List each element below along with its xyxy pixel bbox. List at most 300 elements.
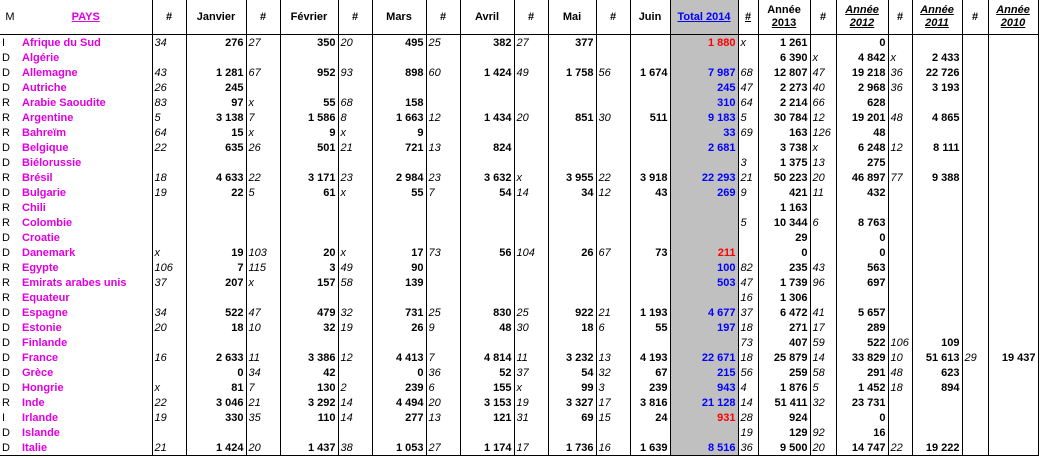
value-cell-2011: 109 <box>912 335 962 350</box>
table-row[interactable] <box>0 95 1038 110</box>
value-cell-janvier <box>186 200 246 215</box>
value-cell-2012: 48 <box>836 125 888 140</box>
month-header-juin[interactable]: Juin <box>630 0 670 35</box>
rank-cell-2011 <box>888 290 912 305</box>
month-header-fevrier[interactable]: Février <box>280 0 338 35</box>
rank-cell-2013: 9 <box>738 185 758 200</box>
rank-cell-fevrier: 22 <box>246 170 280 185</box>
rank-cell-juin: 21 <box>596 305 630 320</box>
value-cell-juin <box>630 275 670 290</box>
rank-cell-2010 <box>962 155 988 170</box>
rank-cell-mars: 8 <box>338 110 372 125</box>
value-cell-mai <box>548 140 596 155</box>
rank-cell-2012 <box>810 35 836 51</box>
value-cell-fevrier <box>280 425 338 440</box>
rank-cell-2012: 40 <box>810 80 836 95</box>
value-cell-2010 <box>988 230 1038 245</box>
table-row[interactable] <box>0 65 1038 80</box>
rank-cell-juin: 56 <box>596 65 630 80</box>
value-cell-2012: 6 248 <box>836 140 888 155</box>
region-marker-cell: D <box>2 306 10 319</box>
rank-header: # <box>426 0 460 35</box>
rank-header: # <box>514 0 548 35</box>
value-cell-2013: 1 163 <box>758 200 810 215</box>
year-2011-header[interactable] <box>912 0 962 35</box>
table-row[interactable] <box>0 140 1038 155</box>
region-marker-cell: D <box>0 440 20 456</box>
value-cell-mars: 55 <box>372 185 426 200</box>
value-cell-juin: 55 <box>630 320 670 335</box>
country-name-cell[interactable]: Inde <box>20 395 152 410</box>
year-2013-header[interactable] <box>758 0 810 35</box>
rank-cell-mai <box>514 275 548 290</box>
rank-cell-2012: 20 <box>810 440 836 456</box>
value-cell-2012: 289 <box>836 320 888 335</box>
rank-cell-avril: 73 <box>426 245 460 260</box>
value-cell-mai <box>548 50 596 65</box>
rank-cell-avril <box>426 50 460 65</box>
rank-cell-mars <box>338 155 372 170</box>
rank-cell-2012: 92 <box>810 425 836 440</box>
value-cell-2012: 291 <box>836 365 888 380</box>
rank-cell-2011 <box>888 320 912 335</box>
country-name-cell[interactable]: Danemark <box>20 245 152 260</box>
rank-cell-mai <box>514 155 548 170</box>
rank-cell-2010 <box>962 245 988 260</box>
rank-cell-mai <box>514 200 548 215</box>
rank-cell-avril: 13 <box>426 410 460 425</box>
total-2014-cell: 943 <box>670 380 738 395</box>
rank-cell-mars: 12 <box>338 350 372 365</box>
value-cell-2012 <box>836 200 888 215</box>
rank-header: # <box>888 0 912 35</box>
value-cell-fevrier <box>280 290 338 305</box>
table-row[interactable] <box>0 155 1038 170</box>
rank-cell-mai: 30 <box>514 320 548 335</box>
value-cell-mai <box>548 425 596 440</box>
value-cell-mai: 3 327 <box>548 395 596 410</box>
rank-cell-2012 <box>810 410 836 425</box>
value-cell-mars <box>372 230 426 245</box>
value-cell-fevrier: 479 <box>280 305 338 320</box>
value-cell-2012: 16 <box>836 425 888 440</box>
country-name-cell[interactable]: Estonie <box>20 320 152 335</box>
country-name-cell[interactable]: France <box>20 350 152 365</box>
value-cell-janvier: 4 633 <box>186 170 246 185</box>
rank-cell-2010 <box>962 125 988 140</box>
rank-cell-avril: 25 <box>426 305 460 320</box>
rank-cell-mars <box>338 290 372 305</box>
table-row[interactable] <box>0 275 1038 290</box>
table-row[interactable] <box>0 425 1038 440</box>
value-cell-fevrier: 61 <box>280 185 338 200</box>
value-cell-avril <box>460 260 514 275</box>
value-cell-avril <box>460 230 514 245</box>
table-row[interactable] <box>0 350 1038 365</box>
value-cell-mai: 3 232 <box>548 350 596 365</box>
value-cell-2012: 8 763 <box>836 215 888 230</box>
value-cell-mars <box>372 50 426 65</box>
rank-cell-2013: 68 <box>738 65 758 80</box>
table-row[interactable] <box>0 290 1038 305</box>
country-name-cell[interactable]: Emirats arabes unis <box>20 275 152 290</box>
region-marker-cell: D <box>2 426 10 439</box>
value-cell-mars <box>372 200 426 215</box>
value-cell-2012: 0 <box>836 35 888 51</box>
table-row[interactable] <box>0 110 1038 125</box>
country-name-cell[interactable]: Arabie Saoudite <box>20 95 152 110</box>
rank-cell-2010 <box>962 365 988 380</box>
rank-cell-juin <box>596 200 630 215</box>
value-cell-juin <box>630 35 670 51</box>
rank-cell-avril: 13 <box>426 140 460 155</box>
value-cell-juin <box>630 290 670 305</box>
rank-cell-juin <box>596 275 630 290</box>
total-2014-cell: 1 880 <box>670 35 738 51</box>
value-cell-2012: 522 <box>836 335 888 350</box>
country-name-cell[interactable]: Espagne <box>20 305 152 320</box>
rank-cell-2012: x <box>810 50 836 65</box>
total-2014-cell: 310 <box>670 95 738 110</box>
country-name-cell[interactable]: Bulgarie <box>20 185 152 200</box>
value-cell-2013: 924 <box>758 410 810 425</box>
year-header-value: 2013 <box>771 17 797 29</box>
rank-cell-janvier <box>152 155 186 170</box>
rank-cell-juin: 17 <box>596 395 630 410</box>
rank-cell-mars: 49 <box>338 260 372 275</box>
rank-cell-fevrier: 10 <box>246 320 280 335</box>
value-cell-mars: 239 <box>372 380 426 395</box>
rank-cell-2012: 32 <box>810 395 836 410</box>
rank-cell-2013: 3 <box>738 155 758 170</box>
country-name-cell[interactable]: Egypte <box>20 260 152 275</box>
value-cell-juin: 511 <box>630 110 670 125</box>
rank-cell-fevrier: 34 <box>246 365 280 380</box>
table-row[interactable] <box>0 335 1038 350</box>
rank-cell-mars <box>338 230 372 245</box>
rank-cell-2010 <box>962 170 988 185</box>
country-name-cell[interactable]: Croatie <box>20 230 152 245</box>
country-name-cell[interactable]: Finlande <box>20 335 152 350</box>
rank-cell-juin <box>596 260 630 275</box>
value-cell-2012: 563 <box>836 260 888 275</box>
rank-cell-fevrier <box>246 425 280 440</box>
value-cell-mars <box>372 425 426 440</box>
rank-cell-2013: 16 <box>738 290 758 305</box>
rank-cell-2013 <box>738 245 758 260</box>
rank-cell-avril: 23 <box>426 170 460 185</box>
rank-cell-avril <box>426 95 460 110</box>
rank-cell-janvier: 21 <box>152 440 186 456</box>
month-header-mars[interactable]: Mars <box>372 0 426 35</box>
region-marker-cell: D <box>2 321 10 334</box>
value-cell-2011 <box>912 155 962 170</box>
value-cell-janvier: 207 <box>186 275 246 290</box>
value-cell-2011 <box>912 95 962 110</box>
value-cell-fevrier <box>280 155 338 170</box>
value-cell-fevrier: 3 292 <box>280 395 338 410</box>
rank-cell-mars <box>338 80 372 95</box>
value-cell-juin <box>630 80 670 95</box>
value-cell-avril <box>460 275 514 290</box>
rank-cell-2013: 47 <box>738 275 758 290</box>
value-cell-2013: 51 411 <box>758 395 810 410</box>
country-name-cell[interactable]: Algérie <box>20 50 152 65</box>
rank-cell-janvier: 22 <box>152 140 186 155</box>
rank-cell-2011 <box>888 230 912 245</box>
rank-cell-avril: 7 <box>426 350 460 365</box>
value-cell-2010 <box>988 395 1038 410</box>
value-cell-2012: 2 968 <box>836 80 888 95</box>
table-row[interactable] <box>0 320 1038 335</box>
value-cell-avril <box>460 125 514 140</box>
rank-cell-2011 <box>888 125 912 140</box>
rank-cell-2013: 21 <box>738 170 758 185</box>
rank-cell-janvier: 64 <box>152 125 186 140</box>
table-row[interactable] <box>0 80 1038 95</box>
rank-cell-fevrier: x <box>246 275 280 290</box>
value-cell-2010 <box>988 80 1038 95</box>
value-cell-mars: 9 <box>372 125 426 140</box>
region-marker-cell: D <box>2 366 10 379</box>
region-marker-cell: D <box>2 381 10 394</box>
rank-cell-juin: 16 <box>596 440 630 456</box>
rank-cell-fevrier: 115 <box>246 260 280 275</box>
value-cell-2010 <box>988 425 1038 440</box>
rank-cell-2013: 5 <box>738 215 758 230</box>
rank-cell-juin <box>596 50 630 65</box>
rank-cell-2013: 4 <box>738 380 758 395</box>
value-cell-mars: 4 413 <box>372 350 426 365</box>
country-name-cell[interactable]: Chili <box>20 200 152 215</box>
rank-cell-janvier <box>152 215 186 230</box>
rank-cell-fevrier: 26 <box>246 140 280 155</box>
table-row[interactable] <box>0 125 1038 140</box>
year-header-label: Année <box>767 4 801 16</box>
value-cell-mars <box>372 215 426 230</box>
rank-cell-avril: 12 <box>426 110 460 125</box>
value-cell-avril: 824 <box>460 140 514 155</box>
table-row[interactable] <box>0 35 1038 51</box>
region-marker-cell: D <box>2 51 10 64</box>
year-2010-header[interactable] <box>988 0 1038 35</box>
rank-cell-janvier <box>152 365 186 380</box>
rank-cell-avril: 60 <box>426 65 460 80</box>
value-cell-mars: 90 <box>372 260 426 275</box>
rank-cell-2010 <box>962 215 988 230</box>
rank-cell-mai <box>514 335 548 350</box>
country-name-cell[interactable]: Biélorussie <box>20 155 152 170</box>
country-name-cell[interactable]: Allemagne <box>20 65 152 80</box>
table-row[interactable] <box>0 260 1038 275</box>
rank-cell-mai: 49 <box>514 65 548 80</box>
rank-cell-mai: 31 <box>514 410 548 425</box>
table-row[interactable] <box>0 440 1038 456</box>
value-cell-juin: 24 <box>630 410 670 425</box>
value-cell-2012: 0 <box>836 410 888 425</box>
value-cell-juin: 3 918 <box>630 170 670 185</box>
country-name-cell[interactable]: Belgique <box>20 140 152 155</box>
table-body <box>0 35 1038 456</box>
rank-cell-janvier: 37 <box>152 275 186 290</box>
country-name-cell[interactable]: Argentine <box>20 110 152 125</box>
table-row[interactable] <box>0 245 1038 260</box>
value-cell-juin: 239 <box>630 380 670 395</box>
value-cell-mai <box>548 290 596 305</box>
rank-cell-2013 <box>738 50 758 65</box>
rank-cell-fevrier: 67 <box>246 65 280 80</box>
value-cell-janvier: 276 <box>186 35 246 51</box>
rank-header: # <box>338 0 372 35</box>
value-cell-janvier <box>186 230 246 245</box>
table-row[interactable] <box>0 395 1038 410</box>
rank-cell-juin <box>596 140 630 155</box>
table-row[interactable] <box>0 200 1038 215</box>
rank-cell-2012: 11 <box>810 185 836 200</box>
region-marker-cell: R <box>2 171 10 184</box>
rank-cell-2011: 10 <box>888 350 912 365</box>
rank-cell-avril <box>426 275 460 290</box>
region-marker-cell: D <box>2 186 10 199</box>
value-cell-janvier: 19 <box>186 245 246 260</box>
value-cell-2012 <box>836 290 888 305</box>
rank-cell-avril: 27 <box>426 440 460 456</box>
rank-cell-mars: x <box>338 245 372 260</box>
month-header-avril[interactable]: Avril <box>460 0 514 35</box>
rank-cell-mai: x <box>514 380 548 395</box>
country-name-cell[interactable]: Islande <box>20 425 152 440</box>
value-cell-2012: 19 218 <box>836 65 888 80</box>
value-cell-avril: 382 <box>460 35 514 51</box>
value-cell-2012: 23 731 <box>836 395 888 410</box>
rank-cell-2010 <box>962 380 988 395</box>
value-cell-2013: 3 738 <box>758 140 810 155</box>
value-cell-janvier: 18 <box>186 320 246 335</box>
value-cell-2011 <box>912 425 962 440</box>
month-header-mai[interactable]: Mai <box>548 0 596 35</box>
rank-cell-mars: 19 <box>338 320 372 335</box>
table-row[interactable] <box>0 215 1038 230</box>
value-cell-mars: 4 494 <box>372 395 426 410</box>
value-cell-2011: 3 193 <box>912 80 962 95</box>
month-header-janvier[interactable]: Janvier <box>186 0 246 35</box>
rank-cell-2013: 64 <box>738 95 758 110</box>
rank-cell-avril: 6 <box>426 380 460 395</box>
country-name-cell[interactable]: Bahreïm <box>20 125 152 140</box>
total-2014-cell: 2 681 <box>670 140 738 155</box>
rank-cell-fevrier <box>246 155 280 170</box>
rank-cell-juin <box>596 125 630 140</box>
rank-cell-juin <box>596 155 630 170</box>
value-cell-2010 <box>988 35 1038 51</box>
country-name-cell[interactable]: Brésil <box>20 170 152 185</box>
region-marker-cell: R <box>2 396 10 409</box>
rank-cell-juin <box>596 35 630 51</box>
country-name-cell[interactable]: Afrique du Sud <box>20 35 152 51</box>
rank-cell-fevrier <box>246 335 280 350</box>
table-row[interactable] <box>0 185 1038 200</box>
table-row[interactable] <box>0 50 1038 65</box>
country-name-cell[interactable]: Irlande <box>20 410 152 425</box>
total-2014-cell: 9 183 <box>670 110 738 125</box>
value-cell-mai: 34 <box>548 185 596 200</box>
country-name-cell[interactable]: Colombie <box>20 215 152 230</box>
table-row[interactable] <box>0 365 1038 380</box>
rank-cell-fevrier: 7 <box>246 380 280 395</box>
value-cell-mai <box>548 275 596 290</box>
value-cell-avril: 48 <box>460 320 514 335</box>
rank-cell-avril: 20 <box>426 395 460 410</box>
rank-cell-mai: 25 <box>514 305 548 320</box>
value-cell-juin <box>630 125 670 140</box>
value-cell-2013: 10 344 <box>758 215 810 230</box>
table-row[interactable] <box>0 380 1038 395</box>
rank-cell-avril <box>426 80 460 95</box>
value-cell-2011 <box>912 410 962 425</box>
value-cell-juin <box>630 200 670 215</box>
rank-cell-2010 <box>962 290 988 305</box>
rank-cell-2011 <box>888 425 912 440</box>
table-row[interactable] <box>0 230 1038 245</box>
pays-header[interactable]: PAYS <box>20 0 152 35</box>
total-2014-cell: 245 <box>670 80 738 95</box>
value-cell-2013: 1 261 <box>758 35 810 51</box>
rank-cell-2013 <box>738 140 758 155</box>
rank-cell-2010 <box>962 35 988 51</box>
rank-cell-2013: 73 <box>738 335 758 350</box>
rank-cell-2011 <box>888 215 912 230</box>
region-marker-cell: R <box>2 261 10 274</box>
country-name-cell[interactable]: Equateur <box>20 290 152 305</box>
country-name-cell[interactable]: Hongrie <box>20 380 152 395</box>
value-cell-janvier: 330 <box>186 410 246 425</box>
value-cell-fevrier: 3 386 <box>280 350 338 365</box>
rank-cell-2010: 29 <box>962 350 988 365</box>
country-name-cell[interactable]: Italie <box>20 440 152 456</box>
value-cell-2013: 50 223 <box>758 170 810 185</box>
rank-cell-2013: 69 <box>738 125 758 140</box>
rank-cell-mars <box>338 200 372 215</box>
value-cell-2013: 1 306 <box>758 290 810 305</box>
region-marker-cell: D <box>2 156 10 169</box>
rank-cell-2010 <box>962 95 988 110</box>
value-cell-janvier: 7 <box>186 260 246 275</box>
value-cell-avril <box>460 200 514 215</box>
rank-cell-mars: 14 <box>338 395 372 410</box>
rank-cell-fevrier: 47 <box>246 305 280 320</box>
value-cell-avril: 3 153 <box>460 395 514 410</box>
value-cell-2011: 9 388 <box>912 170 962 185</box>
rank-cell-2012: 66 <box>810 95 836 110</box>
value-cell-2010 <box>988 440 1038 456</box>
rank-cell-juin <box>596 335 630 350</box>
table-row[interactable] <box>0 410 1038 425</box>
total-2014-header[interactable]: Total 2014 <box>670 0 738 35</box>
table-row[interactable] <box>0 305 1038 320</box>
value-cell-2011 <box>912 185 962 200</box>
value-cell-avril <box>460 215 514 230</box>
value-cell-2011: 51 613 <box>912 350 962 365</box>
year-2012-header[interactable] <box>836 0 888 35</box>
rank-cell-2011 <box>888 155 912 170</box>
country-name-cell[interactable]: Autriche <box>20 80 152 95</box>
country-name-cell[interactable]: Grèce <box>20 365 152 380</box>
value-cell-avril: 1 424 <box>460 65 514 80</box>
rank-cell-janvier: 34 <box>152 305 186 320</box>
rank-cell-mai <box>514 290 548 305</box>
rank-cell-mars: 23 <box>338 170 372 185</box>
table-row[interactable] <box>0 170 1038 185</box>
